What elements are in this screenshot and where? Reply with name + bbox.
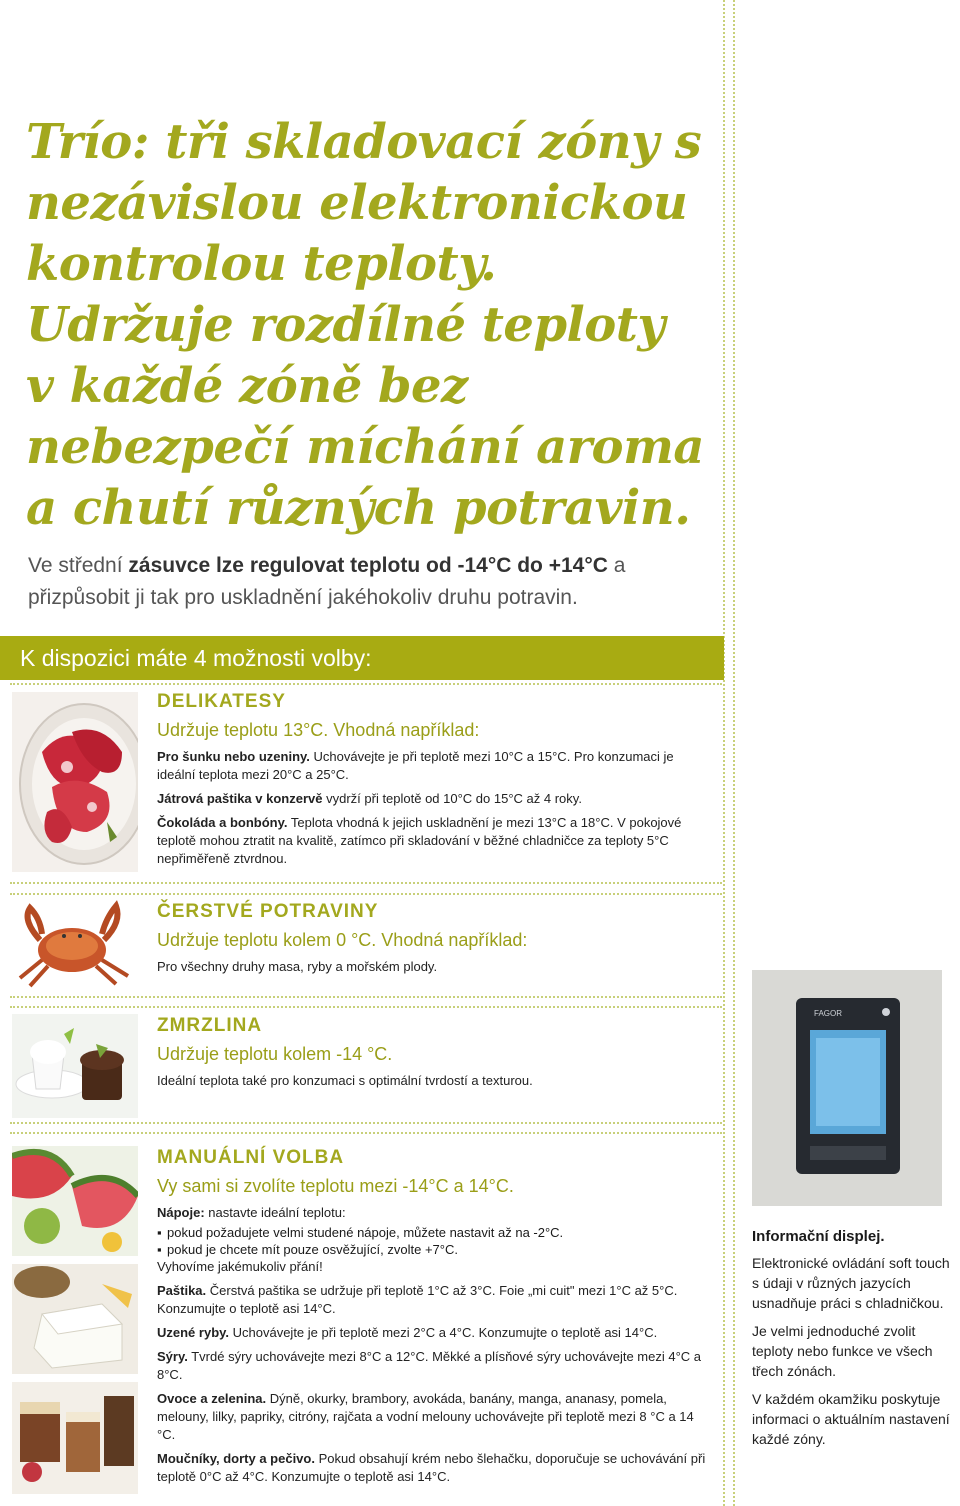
paragraph: Uzené ryby. Uchovávejte je při teplotě mezi 2°C a 4°C. Konzumujte o teplotě asi 14°C.: [157, 1325, 658, 1340]
paragraph: Paštika. Čerstvá paštika se udržuje při teplotě 1°C až 3°C. Foie „mi cuit" mezi 1°C až 5°C. Konzumujte o teplotě asi 14°C.: [157, 1283, 678, 1316]
fruit-image: [12, 1146, 138, 1256]
paragraph: Játrová paštika v konzervě vydrží při teplotě od 10°C do 15°C až 4 roky.: [157, 791, 582, 806]
section-subtitle: Udržuje teplotu 13°C. Vhodná například:: [157, 720, 480, 740]
section-subtitle: Udržuje teplotu kolem -14 °C.: [157, 1044, 393, 1064]
intro-text: Ve střední zásuvce lze regulovat teplotu od -14°C do +14°C a přizpůsobit ji tak pro uskladnění jakéhokoliv druhu potravin.: [28, 554, 626, 609]
divider-line: [10, 1006, 722, 1008]
paragraph: Vyhovíme jakémukoliv přání!: [157, 1259, 323, 1274]
paragraph: Ovoce a zelenina. Dýně, okurky, brambory, avokáda, banány, manga, ananasy, pomela, melouny, lilky, papriky, citróny, rajčata a vodní melouny uchovávejte při teplotě mezi 8 °C a 14 °C.: [157, 1391, 694, 1442]
display-description: [752, 1228, 952, 1457]
ice-cream-image: [12, 1014, 138, 1118]
paragraph: Je velmi jednoduché zvolit teploty nebo funkce ve všech třech zónách.: [752, 1323, 933, 1379]
list-item: ▪ pokud je chcete mít pouze osvěžující, zvolte +7°C.: [157, 1241, 714, 1258]
pastry-image: [12, 1382, 138, 1494]
paragraph: Ideální teplota také pro konzumaci s optimální tvrdostí a texturou.: [157, 1073, 533, 1088]
page-headline: Trío: tři skladovací zóny s nezávislou elektronickou kontrolou teploty. Udržuje rozdílné teploty v každé zóně bez nebezpečí míchání aroma a chutí různých potravin.: [26, 114, 704, 536]
paragraph: Pro všechny druhy masa, ryby a mořském plody.: [157, 959, 438, 974]
divider-line: [10, 1122, 722, 1124]
cheese-image: [12, 1264, 138, 1374]
paragraph: Čokoláda a bonbóny. Teplota vhodná k jejich uskladnění je mezi 13°C a 18°C. V pokojové teplotě mohou ztratit na kvalitě, zatímco při skladování v běžné chladničce za teploty 5°C nepřiměřeně ztvrdnou.: [157, 815, 682, 866]
control-display-image: [752, 970, 942, 1206]
paragraph: Nápoje: nastavte ideální teplotu:: [157, 1205, 346, 1220]
crab-image: [12, 900, 138, 988]
section-title: DELIKATESY: [157, 691, 286, 712]
section-manualni-volba: [12, 1146, 724, 1498]
paragraph: Moučníky, dorty a pečivo. Pokud obsahují krém nebo šlehačku, doporučuje se uchovávání při teplotě 0°C až 4°C. Konzumujte o teplotě asi 14°C.: [157, 1451, 706, 1484]
section-subtitle: Vy sami si zvolíte teplotu mezi -14°C a 14°C.: [157, 1176, 514, 1196]
divider-line: [10, 893, 722, 895]
display-title: Informační displej.: [752, 1228, 885, 1245]
section-title: ČERSTVÉ POTRAVINY: [157, 901, 379, 922]
section-subtitle: Udržuje teplotu kolem 0 °C. Vhodná například:: [157, 930, 528, 950]
list-item: ▪ pokud požadujete velmi studené nápoje, můžete nastavit až na -2°C.: [157, 1224, 714, 1241]
section-title: ZMRZLINA: [157, 1015, 263, 1036]
paragraph: V každém okamžiku poskytuje informaci o aktuálním nastavení každé zóny.: [752, 1391, 950, 1447]
paragraph: Elektronické ovládání soft touch s údaji v různých jazycích usnadňuje práci s chladničkou.: [752, 1255, 950, 1311]
divider-line: [10, 683, 722, 685]
deli-meat-image: [12, 692, 138, 872]
section-title: MANUÁLNÍ VOLBA: [157, 1147, 345, 1168]
section-zmrzlina: [12, 1014, 724, 1120]
paragraph: Pro šunku nebo uzeniny. Uchovávejte je při teplotě mezi 10°C a 15°C. Pro konzumaci je ideální teplota mezi 20°C a 25°C.: [157, 749, 674, 782]
options-banner: K dispozici máte 4 možnosti volby:: [0, 636, 724, 680]
section-cerstve-potraviny: [12, 900, 724, 992]
divider-line: [10, 996, 722, 998]
paragraph: Sýry. Tvrdé sýry uchovávejte mezi 8°C a 12°C. Měkké a plísňové sýry uchovávejte mezi 4°C a 8°C.: [157, 1349, 702, 1382]
section-delikatesy: [12, 690, 724, 880]
divider-line: [10, 1132, 722, 1134]
divider-line: [10, 882, 722, 884]
brand-logo-text: FAGOR: [814, 1009, 843, 1018]
divider-line: [733, 0, 735, 1506]
